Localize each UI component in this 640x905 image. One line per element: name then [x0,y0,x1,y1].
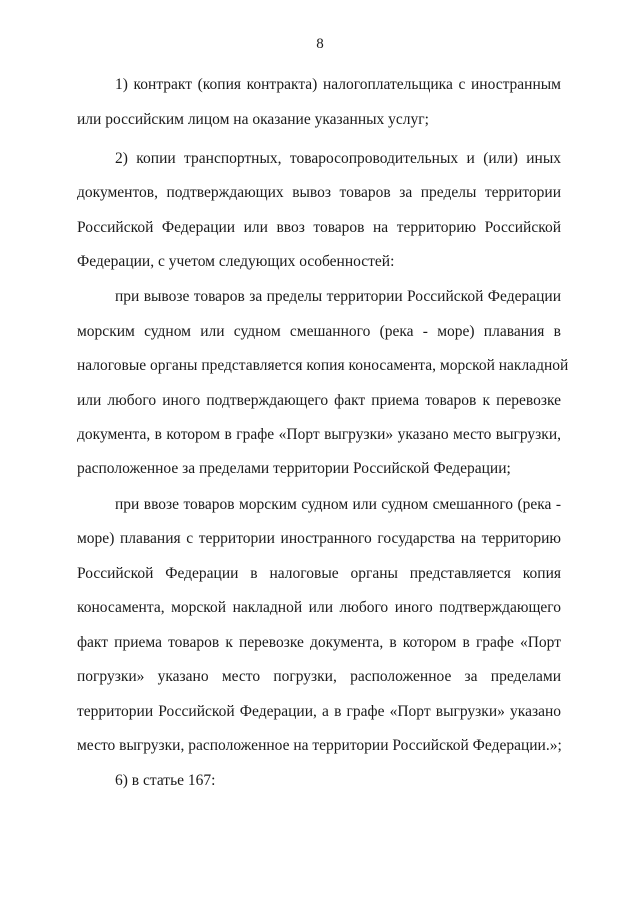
paragraph-line: или российским лицом на оказание указанных услуг; [77,111,429,128]
paragraph-line: погрузки» указано место погрузки, расположенное за пределами [77,668,561,685]
paragraph-line: при ввозе товаров морским судном или судном смешанного (река - [115,496,561,513]
paragraph-line: Российской Федерации в налоговые органы представляется копия [77,565,561,582]
paragraph-line: место выгрузки, расположенное на территории Российской Федерации.»; [77,737,562,754]
paragraph-line: морским судном или судном смешанного (река - море) плавания в [77,323,561,340]
paragraph-line: документа, в котором в графе «Порт выгрузки» указано место выгрузки, [77,426,561,443]
paragraph-line: коносамента, морской накладной или любого иного подтверждающего [77,599,561,616]
paragraph-line: 2) копии транспортных, товаросопроводительных и (или) иных [115,150,561,167]
paragraph-line: налоговые органы представляется копия коносамента, морской накладной [77,357,569,374]
paragraph-line: документов, подтверждающих вывоз товаров за пределы территории [77,184,561,201]
paragraph-line: при вывозе товаров за пределы территории Российской Федерации [115,288,561,305]
paragraph-line: Федерации, с учетом следующих особенностей: [77,253,395,270]
paragraph-line: территории Российской Федерации, а в графе «Порт выгрузки» указано [77,703,561,720]
paragraph-line: 6) в статье 167: [115,772,216,789]
paragraph-line: 1) контракт (копия контракта) налогоплательщика с иностранным [115,76,561,93]
paragraph-line: море) плавания с территории иностранного государства на территорию [77,530,561,547]
paragraph-line: расположенное за пределами территории Российской Федерации; [77,460,511,477]
paragraph-line: или любого иного подтверждающего факт приема товаров к перевозке [77,392,561,409]
paragraph-line: Российской Федерации или ввоз товаров на территорию Российской [77,219,561,236]
paragraph-line: факт приема товаров к перевозке документа, в котором в графе «Порт [77,634,561,651]
page-number: 8 [316,36,324,52]
